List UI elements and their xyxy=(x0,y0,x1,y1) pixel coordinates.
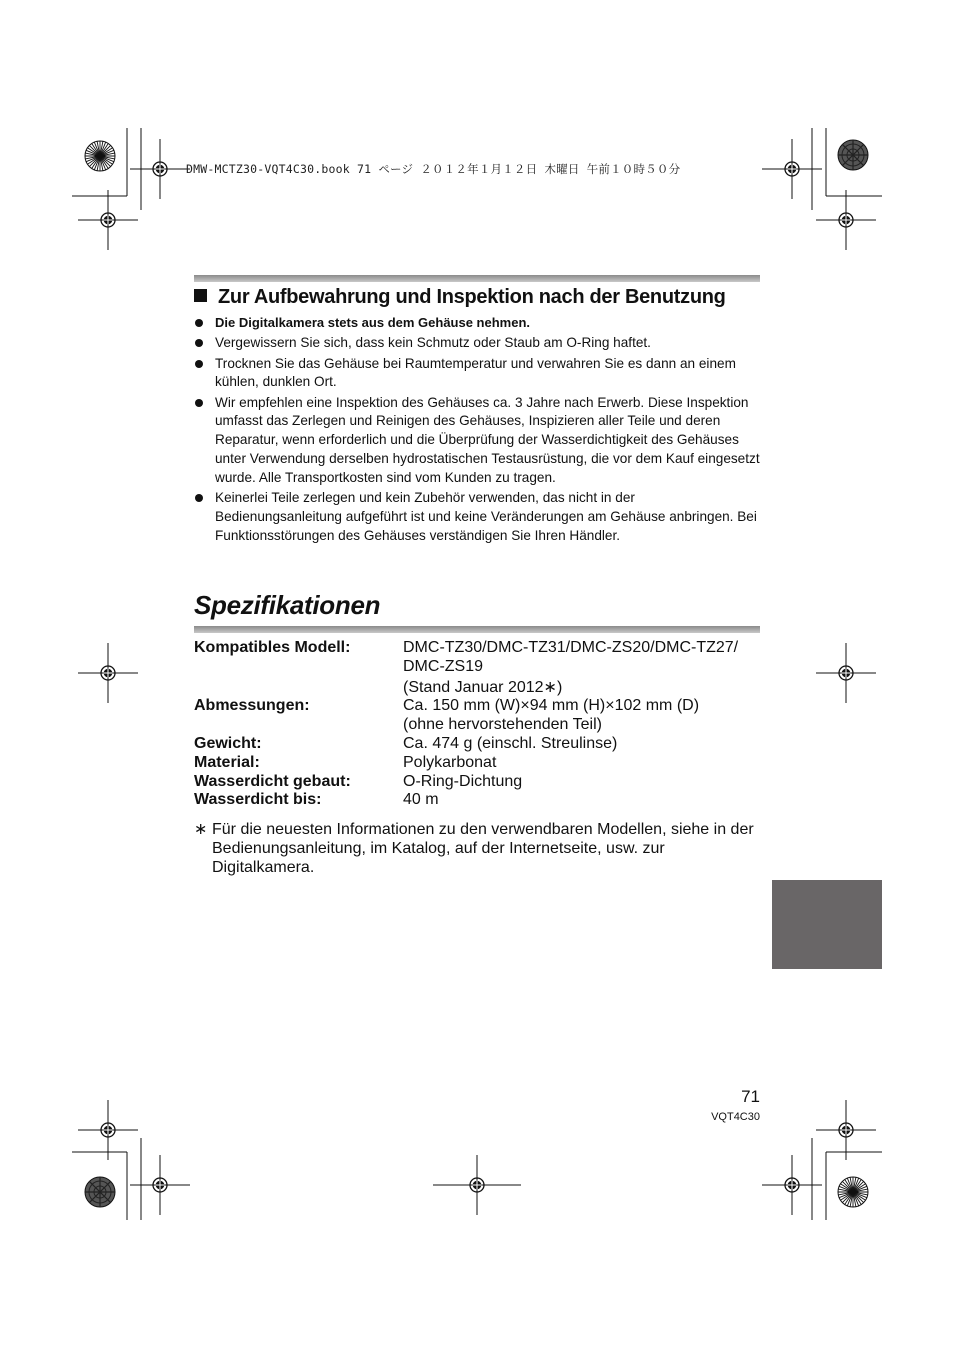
list-item: Vergewissern Sie sich, dass kein Schmutz oder Staub am O-Ring haftet. xyxy=(194,334,764,353)
spec-row-waterproof-depth xyxy=(194,791,764,810)
spec-value: DMC-TZ30/DMC-TZ31/DMC-ZS20/DMC-TZ27/ DMC-ZS19 (Stand Januar 2012∗) xyxy=(403,639,739,696)
storage-instructions-list xyxy=(194,314,764,547)
spec-label: Gewicht: xyxy=(194,734,262,752)
document-code: VQT4C30 xyxy=(711,1111,760,1123)
page-number: 71 xyxy=(741,1087,760,1106)
spec-table xyxy=(194,639,764,810)
square-bullet-icon xyxy=(194,289,207,302)
list-item: Trocknen Sie das Gehäuse bei Raumtemperatur und verwahren Sie es dann an einem kühlen, dunklen Ort. xyxy=(194,355,764,393)
asterisk-icon: ∗ xyxy=(194,821,208,838)
spec-row-waterproof-build xyxy=(194,773,764,792)
spec-value: Ca. 474 g (einschl. Streulinse) xyxy=(403,734,618,752)
spec-label: Abmessungen: xyxy=(194,697,310,715)
bullet-icon xyxy=(195,360,203,368)
spec-heading: Spezifikationen xyxy=(194,590,381,620)
chapter-tab xyxy=(772,880,882,969)
footnote-text: Für die neuesten Informationen zu den verwendbaren Modellen, siehe in der Bedienungsanleitung, im Katalog, auf der Internetseite, usw. zur Digitalkamera. xyxy=(212,821,754,876)
spec-row-material xyxy=(194,754,764,773)
spec-row-weight xyxy=(194,735,764,754)
spec-value: O-Ring-Dichtung xyxy=(403,772,523,790)
list-item: Die Digitalkamera stets aus dem Gehäuse nehmen. xyxy=(194,314,764,333)
print-header-line: DMW-MCTZ30-VQT4C30.book 71 ページ ２０１２年１月１２日 木曜日 午前１０時５０分 xyxy=(186,162,681,176)
spec-label: Wasserdicht gebaut: xyxy=(194,772,351,790)
spec-value: 40 m xyxy=(403,791,439,809)
bullet-icon xyxy=(195,494,203,502)
section-title xyxy=(194,286,726,309)
bullet-icon xyxy=(195,339,203,347)
list-item: Keinerlei Teile zerlegen und kein Zubehör verwenden, das nicht in der Bedienungsanleitung aufgeführt ist und keine Veränderungen am Gehäuse anbringen. Bei Funktionsstörungen des Gehäuses verständigen Sie Ihren Händler. xyxy=(194,489,764,545)
spec-rule xyxy=(194,626,760,633)
bullet-icon xyxy=(195,319,203,327)
footnote xyxy=(194,821,764,877)
section-title-text: Zur Aufbewahrung und Inspektion nach der Benutzung xyxy=(218,286,726,308)
spec-row-dimensions xyxy=(194,697,764,735)
list-item: Wir empfehlen eine Inspektion des Gehäuses ca. 3 Jahre nach Erwerb. Diese Inspektion umfasst das Zerlegen und Reinigen des Gehäuses, Inspizieren aller Teile und deren Reparatur, wenn erforderlich und die Überprüfung der Wasserdichtigkeit des Gehäuses unter Verwendung derselben hydrostatischen Testausrüstung, die vor dem Kauf eingesetzt wurde. Alle Transportkosten sind vom Kunden zu tragen. xyxy=(194,394,764,488)
section-rule xyxy=(194,275,760,282)
spec-value: Polykarbonat xyxy=(403,753,497,771)
spec-value: Ca. 150 mm (W)×94 mm (H)×102 mm (D) (ohne hervorstehenden Teil) xyxy=(403,697,700,734)
bullet-icon xyxy=(195,399,203,407)
spec-label: Kompatibles Modell: xyxy=(194,639,351,656)
spec-label: Material: xyxy=(194,753,260,771)
spec-label: Wasserdicht bis: xyxy=(194,791,322,809)
spec-row-model xyxy=(194,639,764,697)
